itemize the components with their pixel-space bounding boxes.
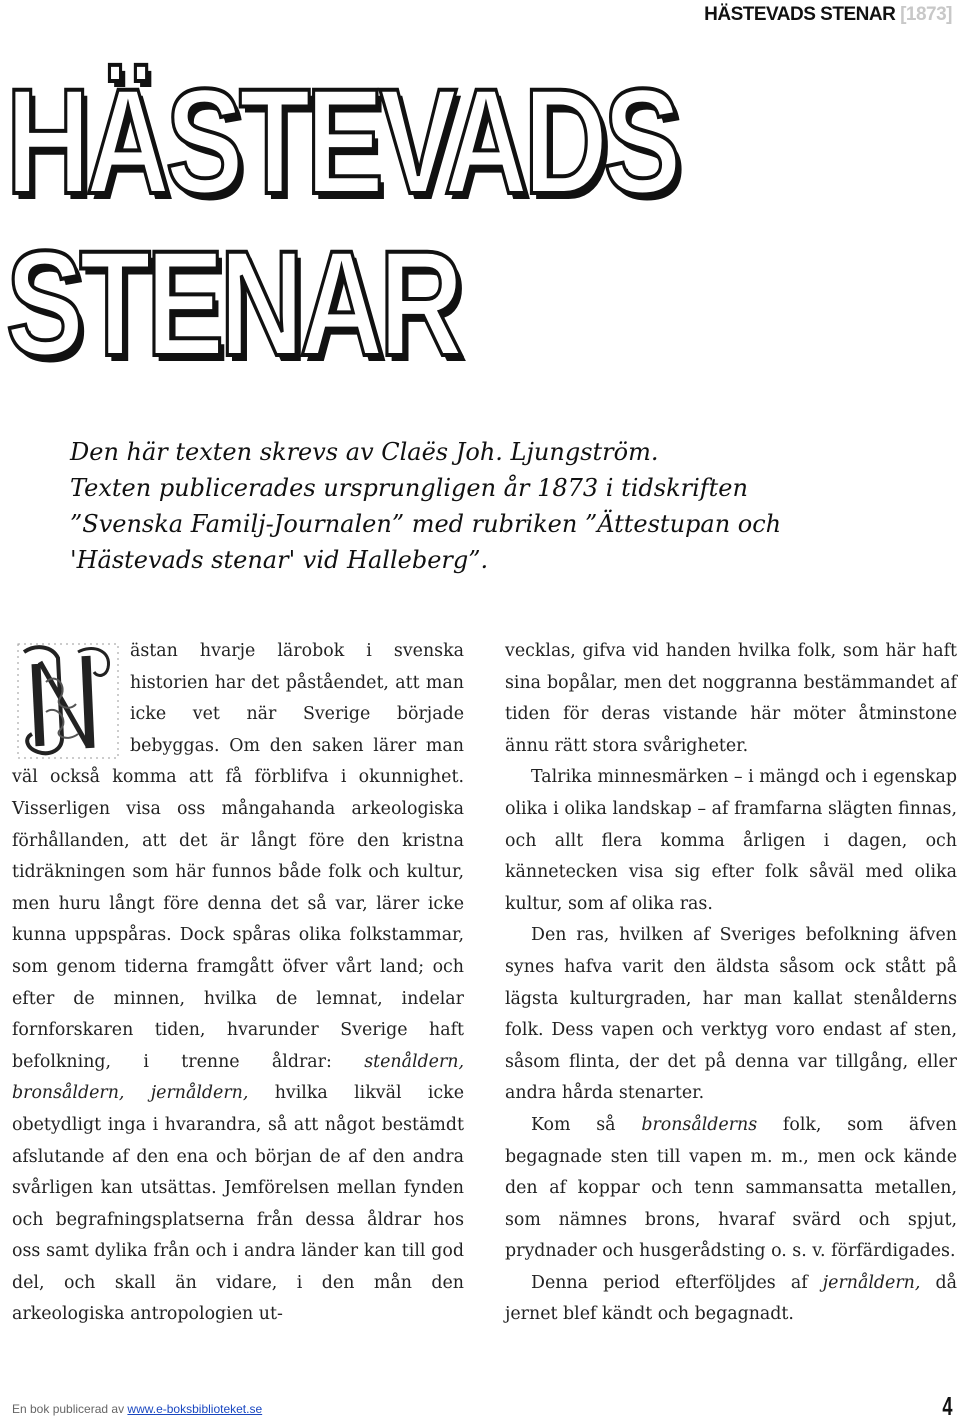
page-title (6, 57, 677, 387)
page-number: 4 (941, 1391, 952, 1421)
footer-credit (12, 1402, 262, 1416)
right-paragraph-5-italic: jernåldern, (822, 1272, 921, 1293)
right-paragraph-2: Talrika minnesmärken – i mängd och i egenskap olika i olika landskap – af framfarna slägten finnas, och allt flera komma årligen i dagen, och kännetecken visa sig efter folk såväl med olika kultur, som af olika ras. (505, 767, 957, 914)
intro-line-2: Texten publicerades ursprungligen år 1873 i tidskriften ”Svenska Familj-Journalen” med rubriken ”Ättestupan och 'Hästevads stenar' vid Halleberg”. (70, 474, 782, 574)
right-paragraph-5-b: då jernet blef kändt och begagnadt. (505, 1272, 958, 1325)
page-title-line-2: STENAR (6, 219, 459, 387)
left-column (12, 636, 464, 1331)
left-paragraph-1-end: hvilka likväl icke obetydligt inga i hvarandra, så att något bestämdt afslutande af den ena och början de af den andra svårligen kan utsättas. Jemförelsen mellan fynden och begrafningsplatserna från dessa åldrar hos oss samt dylika från och i andra länder kan till god del, och skall än vidare, i den mån den arkeologiska antropologien ut- (12, 1083, 464, 1325)
intro-note (70, 434, 790, 578)
right-paragraph-1: vecklas, gifva vid handen hvilka folk, som här haft sina bopålar, men det noggranna bestämmandet af tiden för deras vistande här möter åtminstone ännu rätt stora svårigheter. (505, 641, 957, 756)
running-header-year: [1873] (900, 4, 952, 25)
footer-prefix: En bok publicerad av (12, 1402, 125, 1416)
right-paragraph-5 (505, 1268, 957, 1331)
footer-link[interactable]: www.e-boksbiblioteket.se (127, 1402, 263, 1416)
left-paragraph-1-text: ästan hvarje lärobok i svenska historien har det påståendet, att man icke vet när Sverige började bebyggas. Om den saken lärer man väl också komma att få förblifva i okunnighet. Visserligen visa oss mångahanda arkeologiska förhållanden, att det är långt före den kristna tidräkningen som här funnos både folk och kultur, men huru långt före denna det så var, lärer icke kunna uppspåras. Dock spåras olika folkstammar, som genom tiderna framgått öfver vårt land; och efter de minnen, hvilka de lemnat, indelar fornforskaren tiden, hvarunder Sverige haft befolkning, i trenne åldrar: (12, 641, 464, 1072)
running-header-title: HÄSTEVADS STENAR (704, 4, 896, 25)
intro-line-1: Den här texten skrevs av Claës Joh. Ljungström. (70, 438, 659, 466)
left-paragraph-1-italic: stenåldern, bronsåldern, jernåldern, (12, 1051, 464, 1104)
right-paragraph-4-a: Kom så (531, 1114, 616, 1135)
right-paragraph-4 (505, 1110, 957, 1268)
left-paragraph-1 (12, 636, 464, 1331)
drop-cap-ornament (16, 642, 120, 760)
running-header (704, 4, 952, 26)
right-column (505, 636, 957, 1331)
drop-cap-letter: N (16, 642, 17, 643)
right-paragraph-4-b: folk, som äfven begagnade sten till vapen m. m., men ock kände den af koppar och tenn sammansatta metallen, som nämnes brons, hvaraf svärd och spjut, prydnader och husgerådsting o. s. v. förfärdigades. (505, 1114, 957, 1262)
right-paragraph-4-italic: bronsålderns (641, 1114, 758, 1135)
page-title-line-1: HÄSTEVADS (6, 57, 677, 225)
right-paragraph-3: Den ras, hvilken af Sveriges befolkning äfven synes hafva varit den äldsta såsom ock stått på lägsta kulturgraden, har man kallat stenålderns folk. Dess vapen och verktyg voro endast af sten, såsom flinta, der det på denna var tillgång, eller andra hårda stenarter. (505, 925, 957, 1104)
right-paragraph-5-a: Denna period efterföljdes af (531, 1272, 808, 1293)
